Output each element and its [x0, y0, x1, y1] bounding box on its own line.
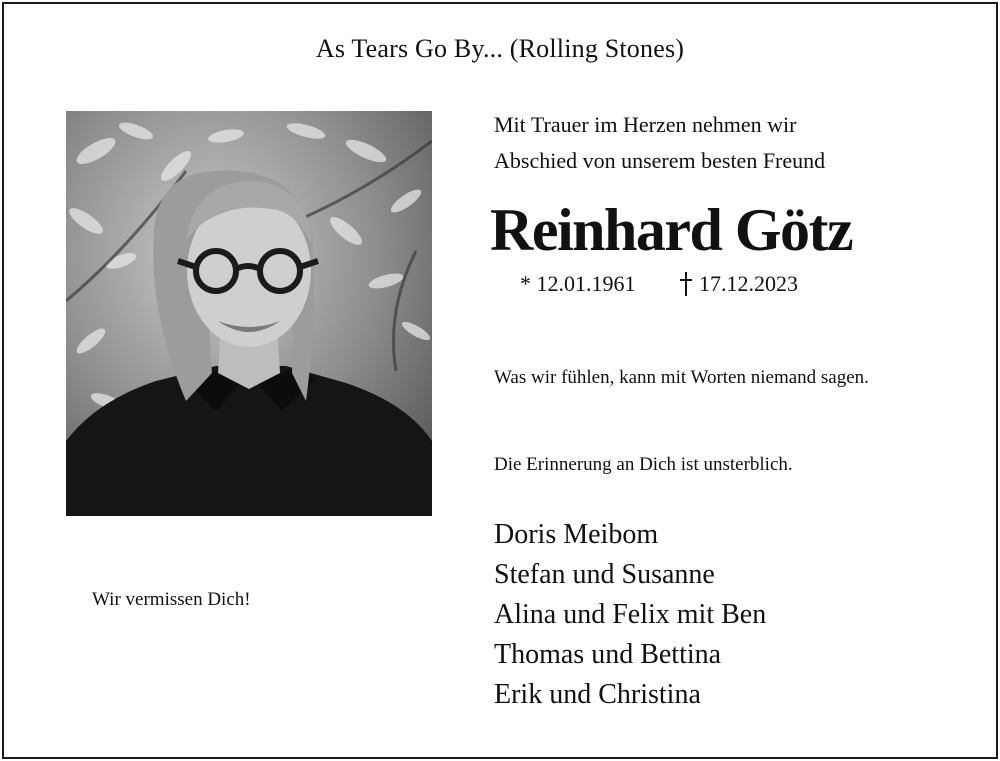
farewell-note: Wir vermissen Dich! [92, 589, 251, 610]
mourner-item: Stefan und Susanne [494, 559, 715, 590]
intro-line-2: Abschied von unserem besten Freund [494, 148, 826, 173]
quote-first: Was wir fühlen, kann mit Worten niemand sagen. [494, 367, 869, 388]
death-date: 17.12.2023 [699, 271, 798, 296]
quote-second: Die Erinnerung an Dich ist unsterblich. [494, 454, 793, 475]
intro-line-1: Mit Trauer im Herzen nehmen wir [494, 112, 797, 137]
mourner-item: Thomas und Bettina [494, 639, 722, 670]
deceased-name: Reinhard Götz [490, 197, 853, 263]
mourners-list [494, 515, 766, 715]
epigraph: As Tears Go By... (Rolling Stones) [315, 34, 685, 63]
death-date-group [679, 271, 798, 296]
mourner-item: Erik und Christina [494, 679, 701, 710]
intro-text [494, 107, 825, 179]
birth-date: * 12.01.1961 [520, 271, 636, 296]
mourner-item: Alina und Felix mit Ben [494, 599, 767, 630]
cross-icon [679, 272, 693, 294]
portrait-photo [66, 111, 432, 516]
life-dates [520, 271, 798, 297]
mourner-item: Doris Meibom [494, 519, 659, 550]
